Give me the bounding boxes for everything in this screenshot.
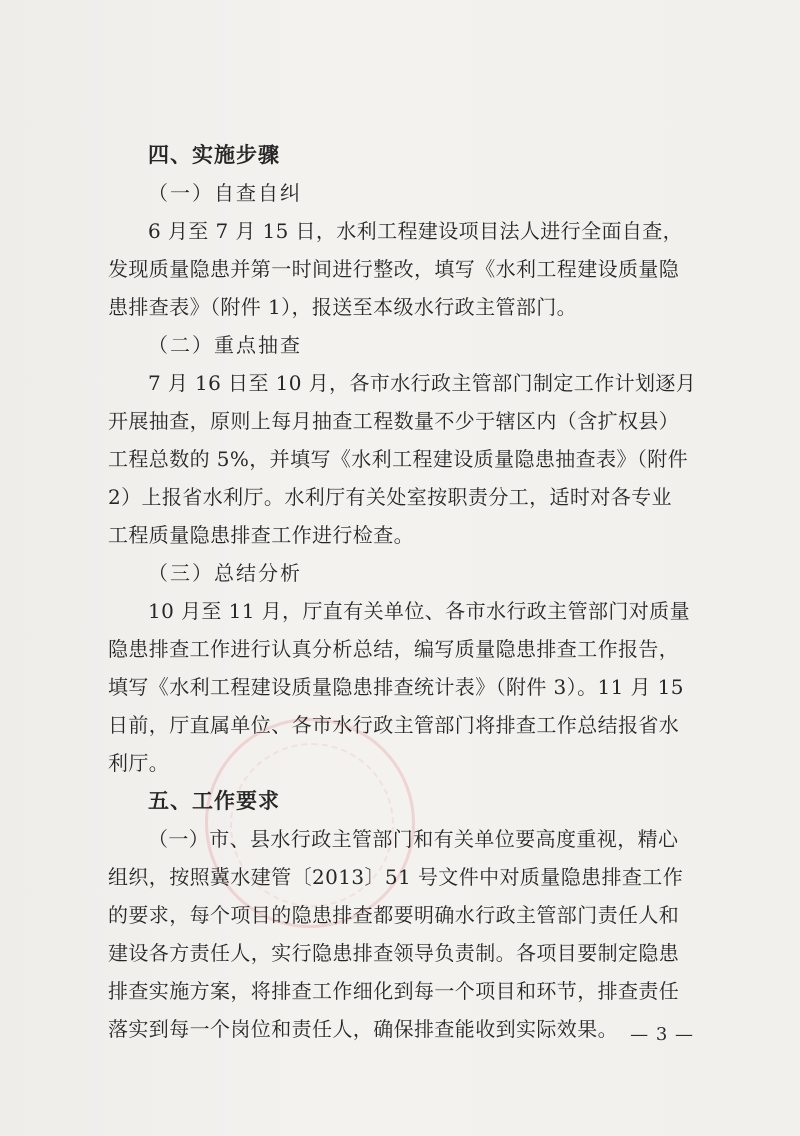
section-five-line-2: 组织，按照冀水建管〔2013〕51 号文件中对质量隐患排查工作 — [108, 865, 684, 889]
subsection-three-line-1: 10 月至 11 月，厅直有关单位、各市水行政主管部门对质量 — [148, 599, 690, 623]
subsection-one-line-1: 6 月至 7 月 15 日，水利工程建设项目法人进行全面自查， — [148, 219, 684, 243]
subsection-one-line-2: 发现质量隐患并第一时间进行整改，填写《水利工程建设质量隐 — [108, 257, 680, 281]
section-five-line-6: 落实到每一个岗位和责任人，确保排查能收到实际效果。 — [108, 1017, 618, 1041]
subsection-one-title: （一）自查自纠 — [148, 181, 302, 205]
subsection-two-line-2: 开展抽查，原则上每月抽查工程数量不少于辖区内（含扩权县） — [108, 409, 680, 433]
subsection-two-line-4: 2）上报省水利厅。水利厅有关处室按职责分工，适时对各专业 — [108, 485, 672, 509]
section-five-line-5: 排查实施方案，将排查工作细化到每一个项目和环节，排查责任 — [108, 979, 680, 1003]
section-four-title: 四、实施步骤 — [148, 143, 280, 167]
section-five-title: 五、工作要求 — [148, 789, 280, 813]
page-number: — 3 — — [630, 1024, 694, 1045]
subsection-three-line-2: 隐患排查工作进行认真分析总结，编写质量隐患排查工作报告， — [108, 637, 680, 661]
subsection-two-title: （二）重点抽查 — [148, 333, 302, 357]
subsection-one-line-3: 患排查表》（附件 1），报送至本级水行政主管部门。 — [108, 295, 578, 319]
document-body — [108, 136, 708, 1048]
subsection-three-line-4: 日前，厅直属单位、各市水行政主管部门将排查工作总结报省水 — [108, 713, 680, 737]
section-five-line-4: 建设各方责任人，实行隐患排查领导负责制。各项目要制定隐患 — [108, 941, 680, 965]
subsection-three-title: （三）总结分析 — [148, 561, 302, 585]
subsection-two-line-5: 工程质量隐患排查工作进行检查。 — [108, 523, 414, 547]
subsection-two-line-1: 7 月 16 日至 10 月，各市水行政主管部门制定工作计划逐月 — [148, 371, 697, 395]
subsection-two-line-3: 工程总数的 5%，并填写《水利工程建设质量隐患抽查表》（附件 — [108, 447, 689, 471]
subsection-three-line-3: 填写《水利工程建设质量隐患排查统计表》（附件 3）。11 月 15 — [108, 675, 684, 699]
section-five-line-3: 的要求，每个项目的隐患排查都要明确水行政主管部门责任人和 — [108, 903, 680, 927]
section-five-line-1: （一）市、县水行政主管部门和有关单位要高度重视，精心 — [148, 827, 679, 851]
subsection-three-line-5: 利厅。 — [108, 751, 170, 775]
